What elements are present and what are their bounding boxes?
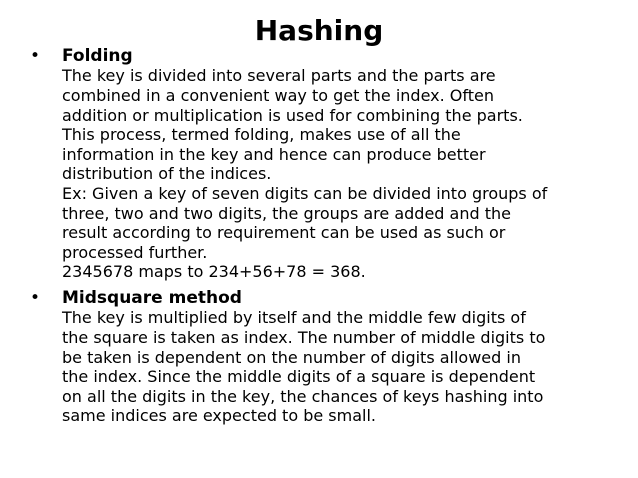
- text-line: the index. Since the middle digits of a square is dependent: [62, 367, 536, 387]
- text-line: processed further.: [62, 242, 208, 262]
- text-line: 2345678 maps to 234+56+78 = 368.: [62, 262, 366, 282]
- folding-description: [62, 66, 630, 282]
- bullet-midsquare: [30, 288, 630, 426]
- text-line: be taken is dependent on the number of digits allowed in: [62, 347, 521, 367]
- bullet-heading-midsquare: Midsquare method: [62, 287, 242, 308]
- text-line: This process, termed folding, makes use of all the: [62, 125, 461, 145]
- text-line: same indices are expected to be small.: [62, 406, 376, 426]
- text-line: result according to requirement can be used as such or: [62, 223, 506, 243]
- bullet-marker: •: [30, 287, 41, 308]
- text-line: information in the key and hence can produce better: [62, 144, 486, 164]
- text-line: combined in a convenient way to get the index. Often: [62, 86, 494, 105]
- text-line: addition or multiplication is used for combining the parts.: [62, 105, 523, 125]
- bullet-marker: •: [30, 46, 41, 66]
- text-line: The key is multiplied by itself and the middle few digits of: [62, 308, 526, 328]
- midsquare-description: [62, 308, 630, 426]
- text-line: the square is taken as index. The number of middle digits to: [62, 327, 546, 347]
- bullet-heading-folding: Folding: [62, 46, 133, 66]
- text-line: The key is divided into several parts and the parts are: [62, 66, 496, 86]
- text-line: Ex: Given a key of seven digits can be divided into groups of: [62, 183, 548, 203]
- bullet-folding: [30, 46, 630, 282]
- text-line: three, two and two digits, the groups are added and the: [62, 203, 511, 223]
- bullet-list: [30, 46, 630, 432]
- text-line: distribution of the indices.: [62, 164, 272, 184]
- slide-title: Hashing: [254, 14, 384, 47]
- text-line: on all the digits in the key, the chances of keys hashing into: [62, 386, 544, 406]
